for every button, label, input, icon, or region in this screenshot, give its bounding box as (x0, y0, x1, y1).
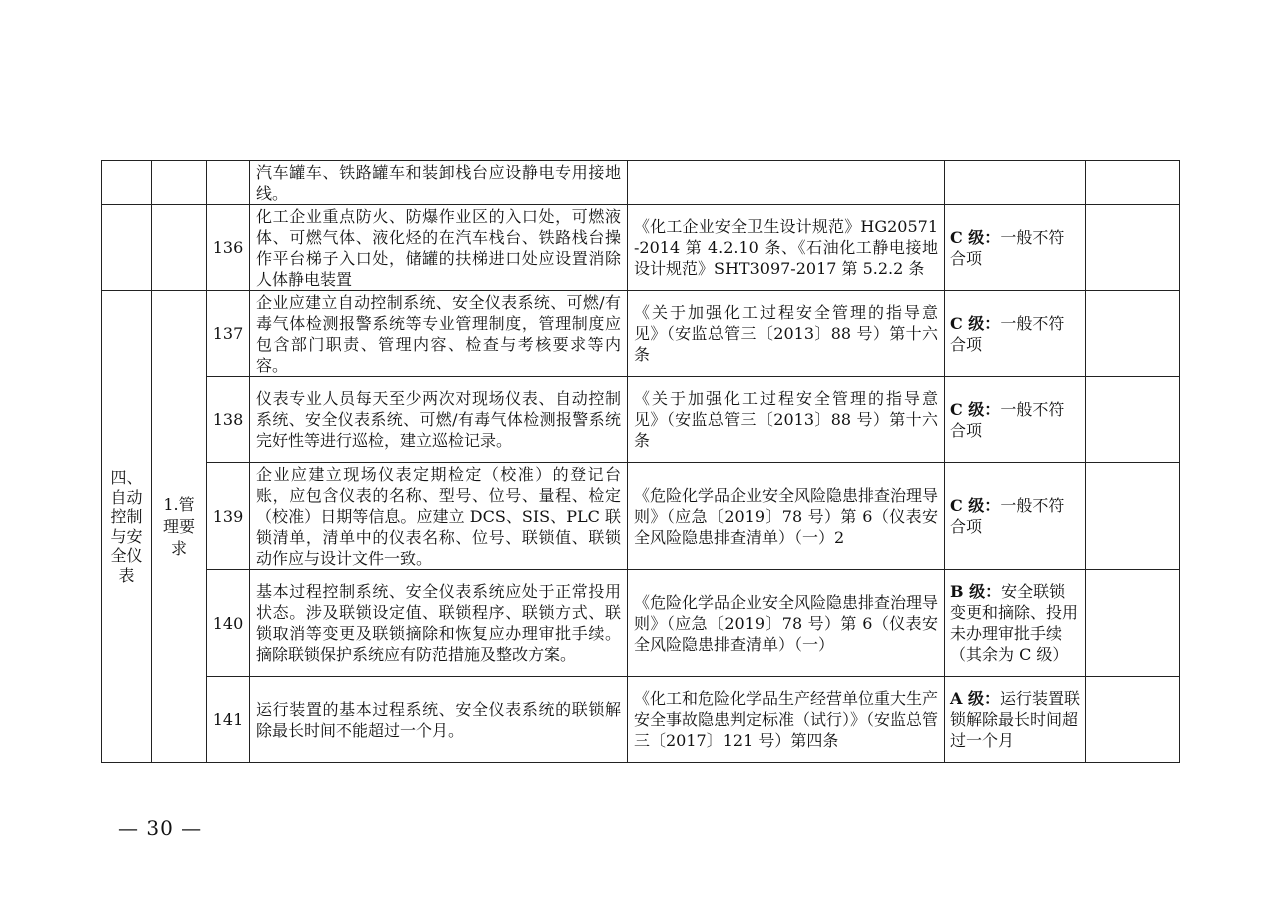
level-label: C 级： (950, 496, 1001, 515)
level-label: A 级： (950, 689, 1000, 708)
level-text: 一般不符合项 (950, 227, 1065, 268)
remark-cell (1086, 570, 1180, 677)
level-label: C 级： (950, 399, 1001, 419)
row-number: 140 (207, 570, 250, 677)
requirement-cell: 汽车罐车、铁路罐车和装卸栈台应设静电专用接地线。 (250, 161, 628, 205)
basis-cell: 《危险化学品企业安全风险隐患排查治理导则》（应急〔2019〕78 号）第 6（仪表安全风险隐患排查清单）（一） (628, 570, 945, 677)
requirement-cell: 企业应建立现场仪表定期检定（校准）的登记台账，应包含仪表的名称、型号、位号、量程、检定（校准）日期等信息。应建立 DCS、SIS、PLC 联锁清单，清单中的仪表名称、位号、联锁值、联锁动作应与设计文件一致。 (250, 463, 628, 570)
subcategory-cell (152, 205, 207, 291)
basis-cell: 《化工和危险化学品生产经营单位重大生产安全事故隐患判定标准（试行）》（安监总管三〔2017〕121 号）第四条 (628, 677, 945, 763)
level-text: 一般不符合项 (950, 313, 1065, 354)
requirement-cell: 仪表专业人员每天至少两次对现场仪表、自动控制系统、安全仪表系统、可燃/有毒气体检测报警系统完好性等进行巡检，建立巡检记录。 (250, 377, 628, 463)
category-cell (102, 161, 152, 205)
level-text: 一般不符合项 (950, 399, 1065, 440)
level-cell (945, 205, 1086, 291)
row-number: 138 (207, 377, 250, 463)
remark-cell (1086, 161, 1180, 205)
level-label: C 级： (950, 227, 1001, 247)
requirement-cell: 运行装置的基本过程系统、安全仪表系统的联锁解除最长时间不能超过一个月。 (250, 677, 628, 763)
table-row (102, 677, 1180, 763)
page-number: — 30 — (118, 816, 203, 840)
requirement-cell: 企业应建立自动控制系统、安全仪表系统、可燃/有毒气体检测报警系统等专业管理制度，管理制度应包含部门职责、管理内容、检查与考核要求等内容。 (250, 291, 628, 377)
category-cell: 四、自动控制与安全仪表 (102, 291, 152, 763)
subcategory-cell: 1.管理要求 (152, 291, 207, 763)
basis-cell: 《危险化学品企业安全风险隐患排查治理导则》（应急〔2019〕78 号）第 6（仪表安全风险隐患排查清单）（一）2 (628, 463, 945, 570)
requirement-cell: 化工企业重点防火、防爆作业区的入口处，可燃液体、可燃气体、液化烃的在汽车栈台、铁路栈台操作平台梯子入口处，储罐的扶梯进口处应设置消除人体静电装置 (250, 205, 628, 291)
level-cell (945, 463, 1086, 570)
level-label: C 级： (950, 313, 1001, 333)
row-number: 136 (207, 205, 250, 291)
basis-cell: 《关于加强化工过程安全管理的指导意见》（安监总管三〔2013〕88 号）第十六条 (628, 377, 945, 463)
requirement-cell: 基本过程控制系统、安全仪表系统应处于正常投用状态。涉及联锁设定值、联锁程序、联锁方式、联锁取消等变更及联锁摘除和恢复应办理审批手续。摘除联锁保护系统应有防范措施及整改方案。 (250, 570, 628, 677)
inspection-table (101, 160, 1180, 763)
remark-cell (1086, 377, 1180, 463)
table-row (102, 377, 1180, 463)
level-cell (945, 377, 1086, 463)
row-number (207, 161, 250, 205)
level-text: 一般不符合项 (950, 496, 1065, 536)
table-row (102, 205, 1180, 291)
level-cell (945, 161, 1086, 205)
remark-cell (1086, 205, 1180, 291)
table-row (102, 291, 1180, 377)
remark-cell (1086, 463, 1180, 570)
remark-cell (1086, 291, 1180, 377)
row-number: 137 (207, 291, 250, 377)
basis-cell (628, 161, 945, 205)
level-label: B 级： (950, 582, 1002, 601)
row-number: 139 (207, 463, 250, 570)
level-text: 安全联锁变更和摘除、投用未办理审批手续（其余为 C 级） (950, 582, 1079, 664)
category-cell (102, 205, 152, 291)
basis-cell: 《关于加强化工过程安全管理的指导意见》（安监总管三〔2013〕88 号）第十六条 (628, 291, 945, 377)
level-text: 运行装置联锁解除最长时间超过一个月 (950, 689, 1081, 750)
remark-cell (1086, 677, 1180, 763)
table-row (102, 161, 1180, 205)
basis-cell: 《化工企业安全卫生设计规范》HG20571-2014 第 4.2.10 条、《石油化工静电接地设计规范》SHT3097-2017 第 5.2.2 条 (628, 205, 945, 291)
table-row (102, 463, 1180, 570)
table-row (102, 570, 1180, 677)
level-cell (945, 291, 1086, 377)
row-number: 141 (207, 677, 250, 763)
level-cell (945, 570, 1086, 677)
level-cell (945, 677, 1086, 763)
subcategory-cell (152, 161, 207, 205)
